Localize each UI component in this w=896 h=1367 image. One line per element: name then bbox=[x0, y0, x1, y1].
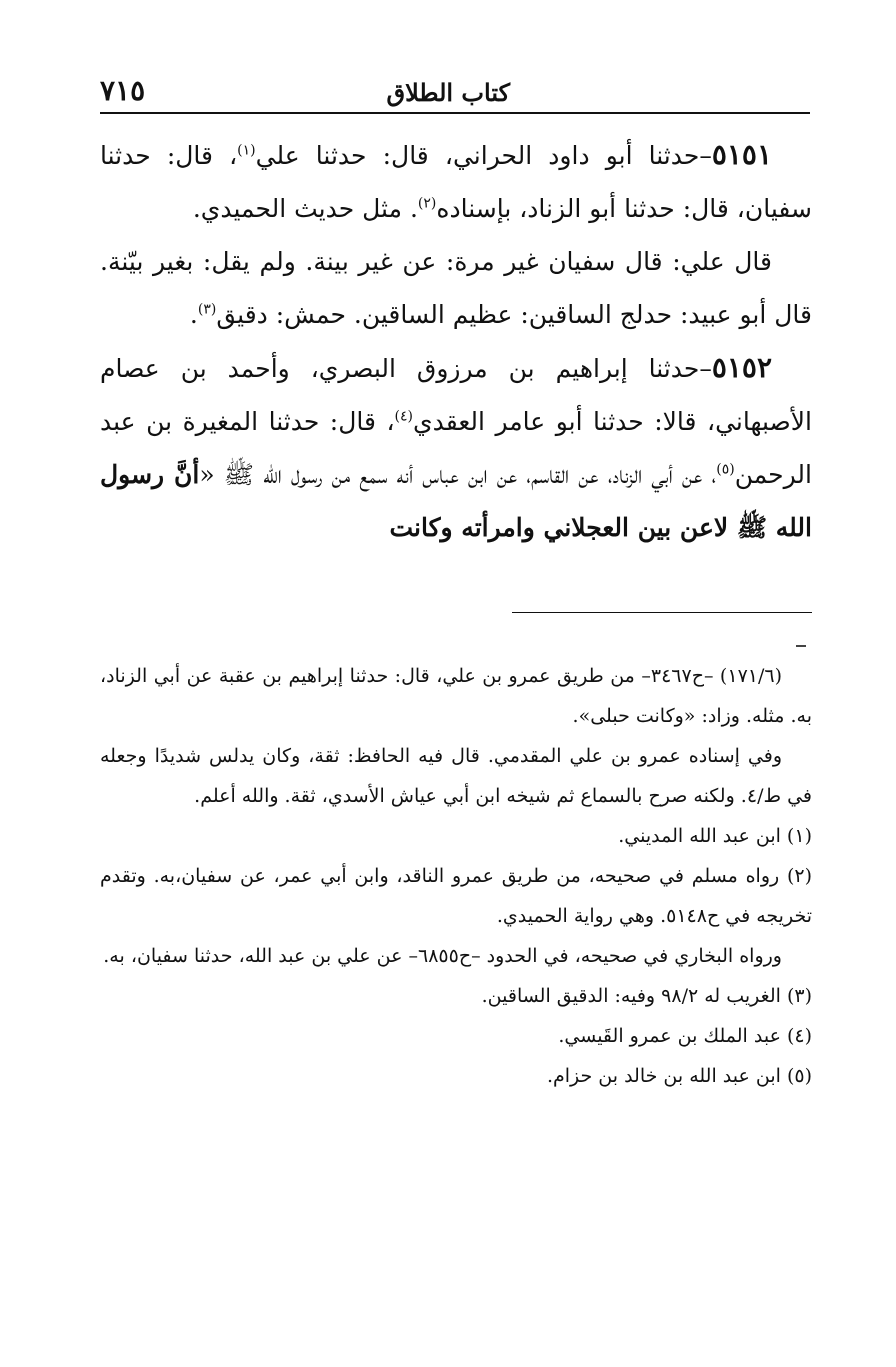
commentary-text: قال علي: قال سفيان غير مرة: عن غير بينة. ولم يقل: بغير بيّنة. قال أبو عبيد: حدلج الساقين: عظيم الساقين. حمش: دقيق bbox=[100, 247, 812, 329]
footnote-ref-2: (٢) bbox=[417, 195, 437, 212]
commentary-text: . bbox=[189, 300, 198, 329]
footnote-separator bbox=[512, 612, 812, 613]
footnote-ref-4: (٤) bbox=[394, 408, 414, 425]
footnote-2: (٢) رواه مسلم في صحيحه، من طريق عمرو الناقد، وابن أبي عمر، عن سفيان،به. وتقدم تخريجه في ح٥١٤٨. وهي رواية الحميدي. bbox=[100, 865, 812, 927]
footnote-continued: (١٧١/٦) –ح٣٤٦٧– من طريق عمرو بن علي، قال: حدثنا إبراهيم بن عقبة عن أبي الزناد، به. مثله. وزاد: «وكانت حبلى». bbox=[100, 665, 812, 727]
page-number: ٧١٥ bbox=[100, 74, 146, 107]
footnote-ref-5: (٥) bbox=[716, 461, 735, 478]
hadith-text: –حدثنا إبراهيم بن مرزوق البصري، وأحمد بن عصام الأصبهاني، قالا: حدثنا أبو عامر العقدي bbox=[100, 354, 812, 436]
hadith-matn-bold: أنَّ رسول الله ﷺ لاعن بين العجلاني وامرأته وكانت bbox=[100, 460, 812, 542]
margin-mark bbox=[796, 645, 806, 647]
footnote-2-continued: ورواه البخاري في صحيحه، في الحدود –ح٦٨٥٥– عن علي بن عبد الله، حدثنا سفيان، به. bbox=[103, 945, 782, 967]
hadith-5151 bbox=[100, 128, 812, 235]
commentary-ali bbox=[100, 235, 812, 341]
footnotes bbox=[100, 656, 812, 1096]
header-rule bbox=[100, 112, 810, 114]
hadith-text: ، قال: حدثنا المغيرة بن عبد الرحمن bbox=[100, 407, 812, 489]
footnote-ref-3: (٣) bbox=[197, 301, 217, 318]
hadith-text: ، عن أبي الزناد، عن القاسم، عن ابن عباس أنه سمع من رسول الله ﷺ « bbox=[199, 460, 717, 489]
hadith-text: ، قال: حدثنا سفيان، قال: حدثنا أبو الزناد، بإسناده bbox=[100, 141, 812, 223]
hadith-5152 bbox=[100, 341, 812, 554]
chapter-title: كتاب الطلاق bbox=[386, 78, 510, 107]
hadith-text: –حدثنا أبو داود الحراني، قال: حدثنا علي bbox=[255, 141, 712, 170]
hadith-text: . مثل حديث الحميدي. bbox=[192, 194, 418, 223]
footnote-4: (٤) عبد الملك بن عمرو القَيسي. bbox=[558, 1025, 812, 1047]
hadith-number: ٥١٥١ bbox=[711, 138, 772, 171]
footnote-continued: وفي إسناده عمرو بن علي المقدمي. قال فيه الحافظ: ثقة، وكان يدلس شديدًا وجعله في ط/٤. ولكنه صرح بالسماع ثم شيخه ابن أبي عياش الأسدي، ثقة. والله أعلم. bbox=[100, 745, 812, 807]
main-text bbox=[100, 128, 812, 554]
running-header bbox=[100, 70, 810, 114]
footnote-3: (٣) الغريب له ٩٨/٢ وفيه: الدقيق الساقين. bbox=[481, 985, 812, 1007]
footnote-ref-1: (١) bbox=[237, 142, 256, 159]
footnote-1: (١) ابن عبد الله المديني. bbox=[618, 825, 812, 847]
hadith-number: ٥١٥٢ bbox=[711, 351, 772, 384]
footnote-5: (٥) ابن عبد الله بن خالد بن حزام. bbox=[546, 1065, 812, 1087]
